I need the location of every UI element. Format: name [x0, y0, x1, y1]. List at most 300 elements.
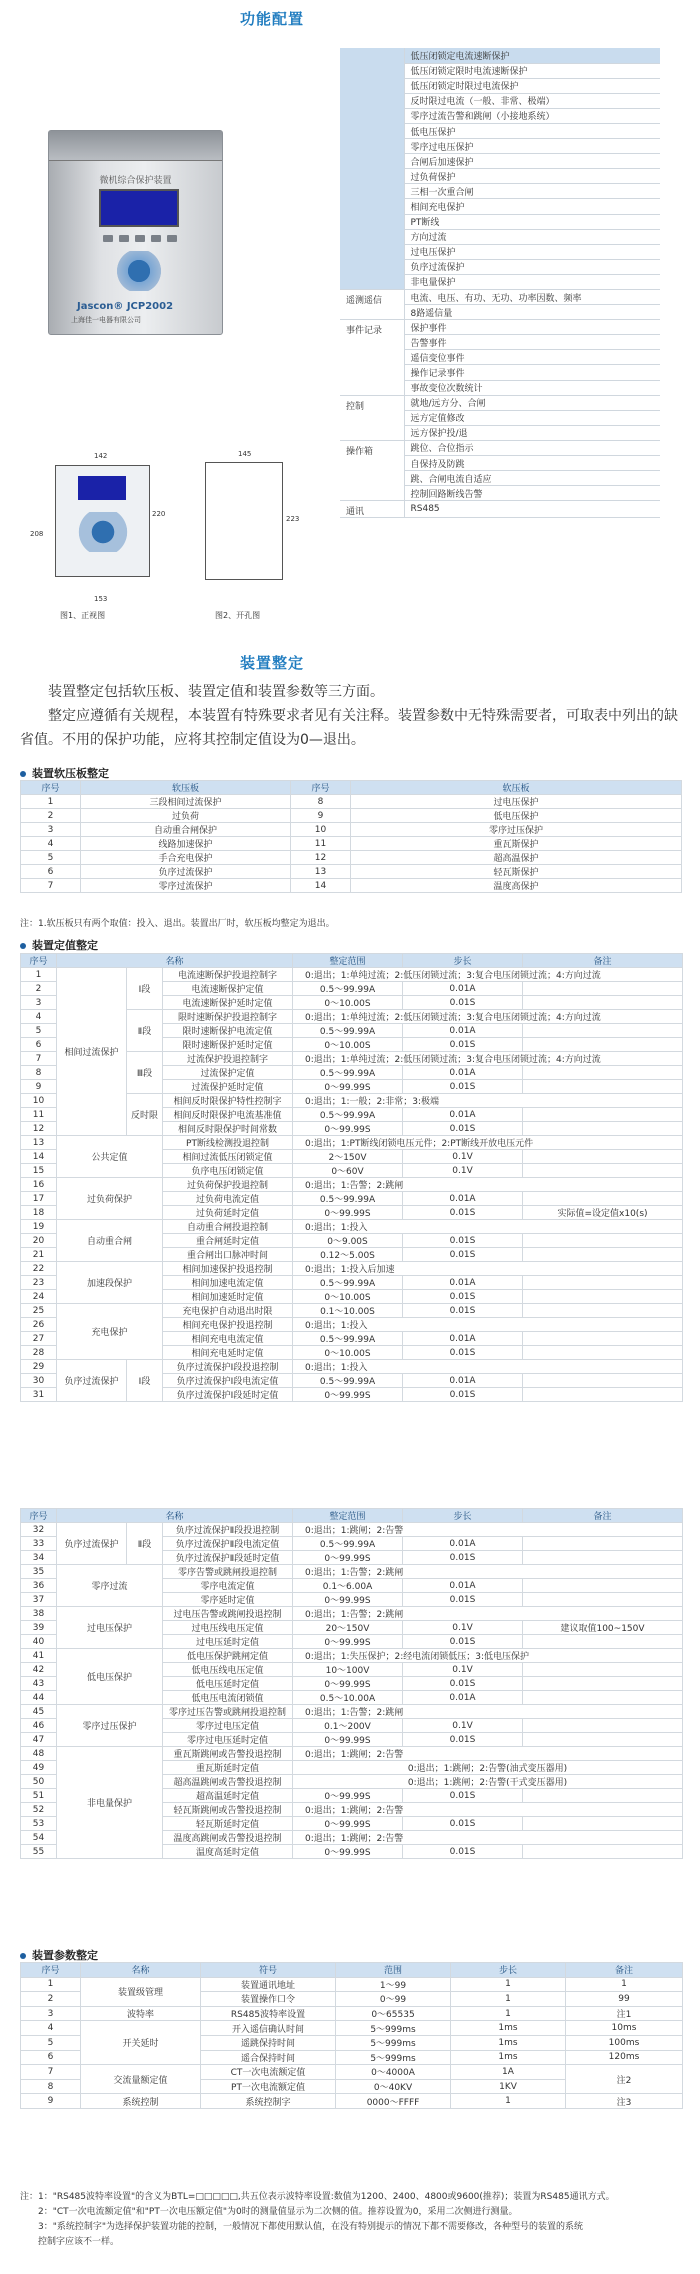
- function-row: [340, 320, 660, 335]
- soft-plate-note: 注：1.软压板只有两个取值：投入、退出。装置出厂时，软压板均整定为退出。: [20, 919, 335, 929]
- row-number: 33: [21, 1537, 57, 1551]
- row-number: 54: [21, 1831, 57, 1845]
- row-number: 46: [21, 1719, 57, 1733]
- setting-range: 0:退出；1:投入: [293, 1360, 683, 1374]
- table-row: [21, 795, 682, 809]
- front-dim-height: 220: [152, 510, 166, 518]
- param-symbol: 遥跳保持时间: [201, 2035, 336, 2050]
- intro-line-1: 装置整定包括软压板、装置定值和装置参数等三方面。: [48, 684, 384, 700]
- setting-step: 0.1V: [403, 1164, 523, 1178]
- table-row: [21, 823, 682, 837]
- setting-name: 零序过电压定值: [163, 1719, 293, 1733]
- group-label: 低电压保护: [57, 1649, 163, 1705]
- setting-range: 0～10.00S: [293, 996, 403, 1010]
- row-number: 1: [21, 1977, 81, 1992]
- param-note: 注1: [566, 2006, 683, 2021]
- param-range: 0～40KV: [336, 2079, 451, 2094]
- setting-name: 负序过流保护Ⅱ段电流定值: [163, 1537, 293, 1551]
- group-label: 零序过流: [57, 1565, 163, 1607]
- params-notes: [20, 2190, 690, 2250]
- setting-range: 0.5～99.99A: [293, 982, 403, 996]
- setting-step: 0.01S: [403, 1677, 523, 1691]
- setting-note: [523, 1579, 683, 1593]
- function-category: [340, 48, 404, 290]
- setting-step: 0.01A: [403, 1024, 523, 1038]
- param-symbol: CT一次电流额定值: [201, 2065, 336, 2080]
- group-label: Ⅱ段: [127, 1010, 163, 1052]
- func-section-title: 功能配置: [240, 10, 305, 28]
- setting-range: 0:退出；1:告警；2:跳闸: [293, 1178, 683, 1192]
- navigation-pad-icon: [115, 251, 163, 291]
- column-header: 符号: [201, 1963, 336, 1978]
- table-row: [21, 1705, 683, 1719]
- setting-name: 负序过流保护Ⅱ段延时定值: [163, 1551, 293, 1565]
- function-item: 告警事件: [404, 335, 660, 350]
- row-number: 9: [21, 1080, 57, 1094]
- table-row: [21, 1220, 683, 1234]
- row-number: 1: [21, 968, 57, 982]
- setting-name: 超高温跳闸或告警投退控制: [163, 1775, 293, 1789]
- setting-range: 0～99.99S: [293, 1388, 403, 1402]
- column-header: 名称: [81, 1963, 201, 1978]
- table-header-row: [21, 1963, 683, 1978]
- setting-note: [523, 1332, 683, 1346]
- setting-range: 0.5～99.99A: [293, 1066, 403, 1080]
- column-header: 名称: [57, 954, 293, 968]
- note-line: 控制字应该不一样。: [38, 2237, 120, 2247]
- setting-note: [523, 1677, 683, 1691]
- setting-step: 0.01A: [403, 1691, 523, 1705]
- row-number: 44: [21, 1691, 57, 1705]
- column-header: 软压板: [81, 781, 291, 795]
- setting-name: 限时速断保护投退控制字: [163, 1010, 293, 1024]
- param-range: 0～65535: [336, 2006, 451, 2021]
- row-number: 11: [21, 1108, 57, 1122]
- row-number: 23: [21, 1276, 57, 1290]
- param-range: 0～4000A: [336, 2065, 451, 2080]
- row-number: 48: [21, 1747, 57, 1761]
- function-keys: [103, 235, 177, 243]
- front-dim-height-outer: 208: [30, 530, 44, 538]
- group-label: 零序过压保护: [57, 1705, 163, 1747]
- setting-note: [523, 1817, 683, 1831]
- row-number: 42: [21, 1663, 57, 1677]
- setting-range: 10～100V: [293, 1663, 403, 1677]
- function-category: 通讯: [340, 501, 404, 518]
- setting-range: 2～150V: [293, 1150, 403, 1164]
- function-item: 低压闭锁定限时电流速断保护: [404, 63, 660, 78]
- table-cell: 过电压保护: [351, 795, 682, 809]
- setting-note: [523, 1593, 683, 1607]
- setting-range: 0～10.00S: [293, 1038, 403, 1052]
- column-header: 范围: [336, 1963, 451, 1978]
- function-item: 低电压保护: [404, 123, 660, 138]
- function-item: 远方保护投/退: [404, 425, 660, 440]
- table-cell: 10: [291, 823, 351, 837]
- setting-step: 0.1V: [403, 1150, 523, 1164]
- setting-step: 0.01A: [403, 1066, 523, 1080]
- setting-name: PT断线检测投退控制: [163, 1136, 293, 1150]
- param-range: 0000～FFFF: [336, 2094, 451, 2109]
- param-note: 注2: [566, 2065, 683, 2094]
- table-cell: 负序过流保护: [81, 865, 291, 879]
- front-dim-width-outer: 153: [94, 595, 108, 603]
- setting-range: 0:退出；1:PT断线闭锁电压元件；2:PT断线开放电压元件: [293, 1136, 683, 1150]
- param-range: 5～999ms: [336, 2021, 451, 2036]
- row-number: 35: [21, 1565, 57, 1579]
- params-table: [20, 1962, 683, 2109]
- function-item: RS485: [404, 501, 660, 518]
- setting-name: 过电压线电压定值: [163, 1621, 293, 1635]
- group-label: 充电保护: [57, 1304, 163, 1360]
- setting-note: [523, 1038, 683, 1052]
- param-range: 1～99: [336, 1977, 451, 1992]
- row-number: 51: [21, 1789, 57, 1803]
- row-number: 27: [21, 1332, 57, 1346]
- function-row: [340, 395, 660, 410]
- row-number: 32: [21, 1523, 57, 1537]
- param-symbol: 系统控制字: [201, 2094, 336, 2109]
- row-number: 20: [21, 1234, 57, 1248]
- group-label: 公共定值: [57, 1136, 163, 1178]
- table-cell: 三段相间过流保护: [81, 795, 291, 809]
- note-line: 3："系统控制字"为选择保护装置功能的控制，一般情况下都使用默认值，在没有特别提示的情况下都不需要修改，各种型号的装置的系统: [38, 2222, 584, 2232]
- setting-range: 0.5～99.99A: [293, 1537, 403, 1551]
- function-item: 过电压保护: [404, 244, 660, 259]
- setting-step: 0.1V: [403, 1719, 523, 1733]
- row-number: 25: [21, 1304, 57, 1318]
- table-header-row: [21, 954, 683, 968]
- setting-range: 0～99.99S: [293, 1677, 403, 1691]
- setting-range: 0:退出；1:跳闸；2:告警: [293, 1803, 683, 1817]
- setting-range: 0:退出；1:单纯过流；2:低压闭锁过流；3:复合电压闭锁过流；4:方向过流: [293, 968, 683, 982]
- setting-step: 0.01S: [403, 1290, 523, 1304]
- row-number: 9: [21, 2094, 81, 2109]
- row-number: 41: [21, 1649, 57, 1663]
- setting-name: 相间加速保护投退控制: [163, 1262, 293, 1276]
- table-row: [21, 1565, 683, 1579]
- row-number: 36: [21, 1579, 57, 1593]
- setting-note: [523, 1080, 683, 1094]
- function-item: 操作记录事件: [404, 365, 660, 380]
- table-row: [21, 1607, 683, 1621]
- setting-note: [523, 1248, 683, 1262]
- param-range: 5～999ms: [336, 2050, 451, 2065]
- setting-step: 0.01S: [403, 1789, 523, 1803]
- setting-range: 0～99.99S: [293, 1789, 403, 1803]
- row-number: 18: [21, 1206, 57, 1220]
- table-row: [21, 2094, 683, 2109]
- setting-name: 电流速断保护定值: [163, 982, 293, 996]
- setting-note: [523, 1304, 683, 1318]
- function-row: [340, 48, 660, 63]
- row-number: 3: [21, 996, 57, 1010]
- row-number: 55: [21, 1845, 57, 1859]
- setting-name: 过电压延时定值: [163, 1635, 293, 1649]
- setting-name: 低电压保护跳闸定值: [163, 1649, 293, 1663]
- front-dim-width: 142: [94, 452, 108, 460]
- device-name-label: 微机综合保护装置: [99, 176, 172, 186]
- column-header: 软压板: [351, 781, 682, 795]
- setting-step: 0.01S: [403, 1038, 523, 1052]
- column-header: 整定范围: [293, 954, 403, 968]
- function-item: 远方定值修改: [404, 410, 660, 425]
- param-note: 99: [566, 1992, 683, 2007]
- function-item: 跳、合闸电流自适应: [404, 471, 660, 486]
- setting-name: 温度高跳闸或告警投退控制: [163, 1831, 293, 1845]
- setting-name: 零序过压告警或跳闸投退控制: [163, 1705, 293, 1719]
- param-note: 10ms: [566, 2021, 683, 2036]
- row-number: 40: [21, 1635, 57, 1649]
- row-number: 10: [21, 1094, 57, 1108]
- setting-name: 负序电压闭锁定值: [163, 1164, 293, 1178]
- param-group: 开关延时: [81, 2021, 201, 2065]
- table-cell: 9: [291, 809, 351, 823]
- setting-note: [523, 1789, 683, 1803]
- setting-range: 0～60V: [293, 1164, 403, 1178]
- setting-step: 0.01A: [403, 1579, 523, 1593]
- row-number: 49: [21, 1761, 57, 1775]
- setting-range: 0:退出；1:投入: [293, 1318, 683, 1332]
- setting-name: 负序过流保护Ⅰ段电流定值: [163, 1374, 293, 1388]
- setting-name: 零序过电压延时定值: [163, 1733, 293, 1747]
- group-label: Ⅱ段: [127, 1523, 163, 1565]
- table-cell: 1: [21, 795, 81, 809]
- soft-plate-caption: 装置软压板整定: [20, 765, 109, 781]
- function-category: 事件记录: [340, 320, 404, 395]
- table-cell: 重瓦斯保护: [351, 837, 682, 851]
- setting-step: 0.01S: [403, 1551, 523, 1565]
- function-item: 控制回路断线告警: [404, 486, 660, 501]
- setting-step: 0.01S: [403, 1248, 523, 1262]
- param-symbol: RS485波特率设置: [201, 2006, 336, 2021]
- row-number: 8: [21, 2079, 81, 2094]
- table-cell: 4: [21, 837, 81, 851]
- row-number: 28: [21, 1346, 57, 1360]
- param-symbol: PT一次电流额定值: [201, 2079, 336, 2094]
- setting-note: [523, 1024, 683, 1038]
- function-item: 低压闭锁定电流速断保护: [404, 48, 660, 63]
- column-header: 名称: [57, 1509, 293, 1523]
- setting-name: 超高温延时定值: [163, 1789, 293, 1803]
- setting-note: [523, 982, 683, 996]
- function-category: 操作箱: [340, 440, 404, 500]
- group-label: Ⅰ段: [127, 968, 163, 1010]
- setting-note: [523, 1066, 683, 1080]
- setting-step: 0.01A: [403, 1276, 523, 1290]
- param-note: 1: [566, 1977, 683, 1992]
- setting-range: 0.1～10.00S: [293, 1304, 403, 1318]
- setting-step: 0.01A: [403, 1537, 523, 1551]
- setting-step: 0.01A: [403, 1192, 523, 1206]
- setting-step: 0.01S: [403, 1304, 523, 1318]
- table-row: [21, 1178, 683, 1192]
- setting-name: 过流保护投退控制字: [163, 1052, 293, 1066]
- function-item: 电流、电压、有功、无功、功率因数、频率: [404, 290, 660, 305]
- setting-step: 0.01S: [403, 1817, 523, 1831]
- setting-name: 相间过流低压闭锁定值: [163, 1150, 293, 1164]
- column-header: 步长: [403, 954, 523, 968]
- table-cell: 轻瓦斯保护: [351, 865, 682, 879]
- setting-range: 20～150V: [293, 1621, 403, 1635]
- param-step: 1ms: [451, 2050, 566, 2065]
- table-cell: 3: [21, 823, 81, 837]
- device-top-cover: [49, 131, 222, 161]
- cutout-caption: 图2、开孔图: [215, 611, 261, 620]
- setting-note: [523, 1150, 683, 1164]
- drawing-keys: [72, 512, 134, 552]
- setting-name: 相间反时限保护特性控制字: [163, 1094, 293, 1108]
- row-number: 5: [21, 2035, 81, 2050]
- setting-note: 实际值=设定值x10(s): [523, 1206, 683, 1220]
- setting-range: 0:退出；1:跳闸；2:告警(油式变压器用): [293, 1761, 683, 1775]
- setting-name: 相间充电延时定值: [163, 1346, 293, 1360]
- setting-range: 0:退出；1:跳闸；2:告警: [293, 1831, 683, 1845]
- setting-range: 0.5～99.99A: [293, 1024, 403, 1038]
- setting-step: 0.1V: [403, 1621, 523, 1635]
- row-number: 8: [21, 1066, 57, 1080]
- table-row: [21, 968, 683, 982]
- setting-name: 相间反时限保护时间常数: [163, 1122, 293, 1136]
- setting-range: 0～99.99S: [293, 1845, 403, 1859]
- table-row: [21, 1136, 683, 1150]
- table-row: [21, 2006, 683, 2021]
- setting-note: [523, 1663, 683, 1677]
- table-row: [21, 2021, 683, 2036]
- table-cell: 自动重合闸保护: [81, 823, 291, 837]
- setting-range: 0～99.99S: [293, 1122, 403, 1136]
- values-caption: 装置定值整定: [20, 937, 98, 953]
- setting-range: 0～99.99S: [293, 1593, 403, 1607]
- setting-note: [523, 1108, 683, 1122]
- setting-note: [523, 1234, 683, 1248]
- setting-range: 0:退出；1:告警；2:跳闸: [293, 1705, 683, 1719]
- row-number: 7: [21, 2065, 81, 2080]
- row-number: 50: [21, 1775, 57, 1789]
- column-header: 备注: [523, 1509, 683, 1523]
- setting-step: 0.01S: [403, 1346, 523, 1360]
- setting-range: 0～10.00S: [293, 1290, 403, 1304]
- setting-note: 建议取值100~150V: [523, 1621, 683, 1635]
- table-cell: 14: [291, 879, 351, 893]
- setting-note: [523, 1346, 683, 1360]
- setting-range: 0:退出；1:一般；2:非常；3:极端: [293, 1094, 683, 1108]
- setting-name: 低电压延时定值: [163, 1677, 293, 1691]
- setting-name: 过负荷电流定值: [163, 1192, 293, 1206]
- function-item: 过负荷保护: [404, 169, 660, 184]
- setting-range: 0:退出；1:跳闸；2:告警: [293, 1523, 683, 1537]
- setting-range: 0～99.99S: [293, 1733, 403, 1747]
- setting-note: [523, 1374, 683, 1388]
- setting-name: 过负荷保护投退控制: [163, 1178, 293, 1192]
- group-label: 过负荷保护: [57, 1178, 163, 1220]
- table-row: [21, 1649, 683, 1663]
- setting-note: [523, 1388, 683, 1402]
- param-step: 1ms: [451, 2035, 566, 2050]
- setting-step: 0.01S: [403, 1206, 523, 1220]
- column-header: 步长: [403, 1509, 523, 1523]
- table-row: [21, 865, 682, 879]
- setting-name: 充电保护自动退出时限: [163, 1304, 293, 1318]
- param-symbol: 装置通讯地址: [201, 1977, 336, 1992]
- table-row: [21, 851, 682, 865]
- cutout-drawing: [205, 462, 283, 580]
- setting-name: 零序电流定值: [163, 1579, 293, 1593]
- setting-range: 0:退出；1:跳闸；2:告警(干式变压器用): [293, 1775, 683, 1789]
- column-header: 备注: [566, 1963, 683, 1978]
- setting-name: 相间加速延时定值: [163, 1290, 293, 1304]
- function-item: 8路遥信量: [404, 305, 660, 320]
- param-group: 交流量额定值: [81, 2065, 201, 2094]
- group-label: 自动重合闸: [57, 1220, 163, 1262]
- group-label: 过电压保护: [57, 1607, 163, 1649]
- cutout-dim-height: 223: [286, 515, 300, 523]
- setting-name: 限时速断保护电流定值: [163, 1024, 293, 1038]
- setting-step: 0.1V: [403, 1663, 523, 1677]
- setting-name: 负序过流保护Ⅱ段投退控制: [163, 1523, 293, 1537]
- row-number: 29: [21, 1360, 57, 1374]
- setting-step: 0.01A: [403, 1108, 523, 1122]
- row-number: 6: [21, 1038, 57, 1052]
- table-cell: 5: [21, 851, 81, 865]
- setting-name: 相间充电保护投退控制: [163, 1318, 293, 1332]
- setting-range: 0.1～6.00A: [293, 1579, 403, 1593]
- setting-range: 0:退出；1:单纯过流；2:低压闭锁过流；3:复合电压闭锁过流；4:方向过流: [293, 1010, 683, 1024]
- setting-step: 0.01S: [403, 1845, 523, 1859]
- function-item: 三相一次重合闸: [404, 184, 660, 199]
- param-group: 系统控制: [81, 2094, 201, 2109]
- setting-section-title: 装置整定: [240, 654, 305, 672]
- table-row: [21, 879, 682, 893]
- front-view-drawing: [55, 465, 150, 577]
- group-label: 加速段保护: [57, 1262, 163, 1304]
- function-category: 遥测遥信: [340, 290, 404, 320]
- table-row: [21, 837, 682, 851]
- param-note: 100ms: [566, 2035, 683, 2050]
- row-number: 14: [21, 1150, 57, 1164]
- column-header: 序号: [21, 954, 57, 968]
- table-cell: 2: [21, 809, 81, 823]
- row-number: 7: [21, 1052, 57, 1066]
- cutout-dim-width: 145: [238, 450, 252, 458]
- function-item: 事故变位次数统计: [404, 380, 660, 395]
- row-number: 13: [21, 1136, 57, 1150]
- function-item: 遥信变位事件: [404, 350, 660, 365]
- setting-note: [523, 1733, 683, 1747]
- table-cell: 手合充电保护: [81, 851, 291, 865]
- setting-range: 0.5～10.00A: [293, 1691, 403, 1705]
- setting-step: 0.01S: [403, 1733, 523, 1747]
- setting-range: 0～99.99S: [293, 1080, 403, 1094]
- param-step: 1KV: [451, 2079, 566, 2094]
- bullet-icon: [20, 771, 26, 777]
- function-row: [340, 290, 660, 305]
- setting-range: 0～99.99S: [293, 1635, 403, 1649]
- row-number: 21: [21, 1248, 57, 1262]
- setting-range: 0.5～99.99A: [293, 1108, 403, 1122]
- table-row: [21, 1262, 683, 1276]
- setting-range: 0:退出；1:投入: [293, 1220, 683, 1234]
- row-number: 53: [21, 1817, 57, 1831]
- setting-note: [523, 1122, 683, 1136]
- function-list-table: [340, 48, 660, 518]
- row-number: 52: [21, 1803, 57, 1817]
- setting-name: 相间反时限保护电流基准值: [163, 1108, 293, 1122]
- setting-step: 0.01S: [403, 996, 523, 1010]
- bullet-icon: [20, 943, 26, 949]
- param-step: 1: [451, 2006, 566, 2021]
- row-number: 31: [21, 1388, 57, 1402]
